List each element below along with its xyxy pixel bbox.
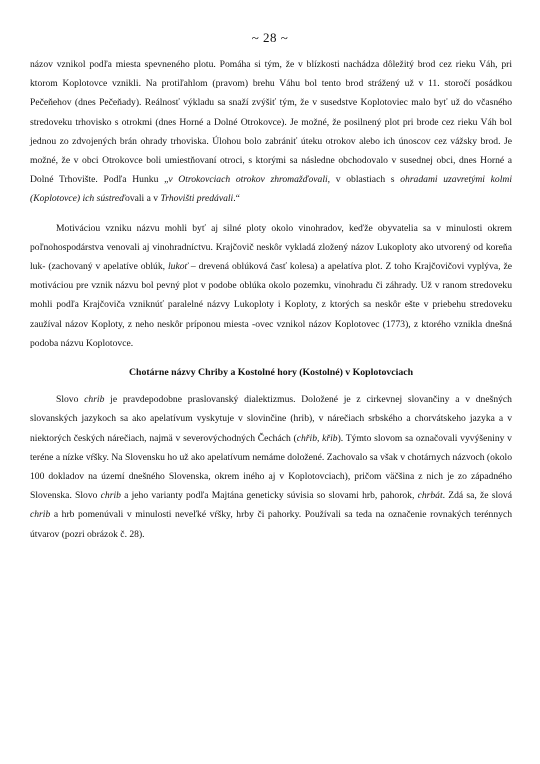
paragraph-3-text-1: Slovo: [56, 394, 85, 406]
paragraph-1-quote-1: v Otrokovciach otrokov zhromažďovali,: [168, 174, 331, 186]
paragraph-1-quote-3: Trhovišti predávali: [160, 193, 234, 205]
paragraph-2-text-2: – drevená oblúková časť kolesa) a apelatíva plot. Z toho Krajčovičovi vyplýva, že motiváciou pre vznik názvu bol pevný plot v podobe oblúka okolo pozemku, vinohradu či záhrady. Už v ranom stredoveku mohli podľa Krajčoviča vzniknúť paralelné názvy Lukoploty i Koploty, z ktorých sa neskôr ešte v priebehu stredoveku zaužíval názov Koploty, z neho neskôr príponou miesta -ovec vznikol názov Koplotovec (1773), z ktorého vznikla dnešná podoba názvu Koplotovce.: [30, 261, 512, 349]
section-heading: Chotárne názvy Chriby a Kostolné hory (Kostolné) v Koplotovciach: [128, 367, 414, 379]
paragraph-3: [30, 390, 512, 544]
page-number: ~ 28 ~: [251, 30, 289, 45]
paragraph-3-text-4: a jeho varianty podľa Majtána geneticky súvisia so slovami hrb, pahorok,: [120, 490, 418, 502]
paragraph-3-italic-2: chřib, křib: [296, 432, 338, 444]
paragraph-1: [30, 55, 512, 209]
paragraph-3-text-6: a hrb pomenúvali v minulosti neveľké vŕšky, hrby či pahorky. Používali sa teda na označenie rovnakých terénnych útvarov (pozri obrázok č. 28).: [30, 509, 512, 540]
paragraph-3-text-3: ). Týmto slovom sa označovali vyvýšeniny v teréne a nízke vŕšky. Na Slovensku ho už ako apelatívum nemáme doložené. Zachovalo sa však v chotárnych názvoch (okolo 100 dokladov na území dnešného Slovenska, okrem iného aj v Koplotovciach), pričom väčšina z nich je zo západného Slovenska. Slovo: [30, 432, 512, 502]
paragraph-2: [30, 219, 512, 353]
paragraph-3-text-5: . Zdá sa, že slová: [442, 490, 512, 502]
paragraph-1-text-3: ovali a v: [125, 193, 161, 205]
paragraph-2-text-1: Motiváciou vzniku názvu mohli byť aj silné ploty okolo vinohradov, keďže obyvatelia sa v minulosti okrem poľnohospodárstva venovali aj vinohradníctvu. Krajčovič neskôr vykladá zložený názov Lukoploty ako utvorený od koreňa luk- (zachovaný v apelatíve oblúk,: [30, 222, 512, 273]
paragraph-1-text-1: názov vznikol podľa miesta spevneného plotu. Pomáha si tým, že v blízkosti nachádza dôležitý brod cez rieku Váh, pri ktorom Koplotovce vznikli. Na protiľahlom (pravom) brehu Váhu bol tento brod strážený už v 11. storočí posádkou Pečeňehov (dnes Pečeňady). Reálnosť výkladu sa snaží zvýšiť tým, že v susedstve Koplotoviec malo byť už do včasného stredoveku trhovisko s otrokmi (dnes Horné a Dolné Otrokovce). Je možné, že posilnený plot pri brode cez rieku Váh bol jednou zo zdvojených brán ohrady trhoviska. Úlohou bolo zabrániť úteku otrokov alebo ich únoscov cez vážsky brod. Je možné, že v obci Otrokovce boli umiestňovaní otroci, s ktorými sa následne obchodovalo v susednej obci, dnes Horné a Dolné Trhovište. Podľa Hunku „: [30, 59, 512, 186]
paragraph-3-italic-5: chrib: [30, 509, 51, 521]
paragraph-2-italic-1: lukoť: [167, 261, 188, 273]
paragraph-1-quote-2: ohradami uzavretými kolmi (Koplotovce) ich sústreď: [30, 174, 512, 205]
paragraph-1-text-2: v oblastiach s: [330, 174, 401, 186]
paragraph-3-italic-1: chrib: [84, 394, 105, 406]
paragraph-3-text-2: je pravdepodobne praslovanský dialektizmus. Doložené je z cirkevnej slovančiny a v dnešných slovanských jazykoch sa ako apelatívum vyskytuje v slovinčine (hrib), v nárečiach srbského a chorvátskeho jazyka a v niektorých českých nárečiach, najmä v severovýchodných Čechách (: [30, 394, 512, 444]
page-body: [30, 55, 512, 544]
paragraph-3-italic-3: chrib: [100, 490, 121, 502]
paragraph-3-italic-4: chrbát: [417, 490, 443, 502]
paragraph-1-text-4: .“: [233, 193, 240, 205]
